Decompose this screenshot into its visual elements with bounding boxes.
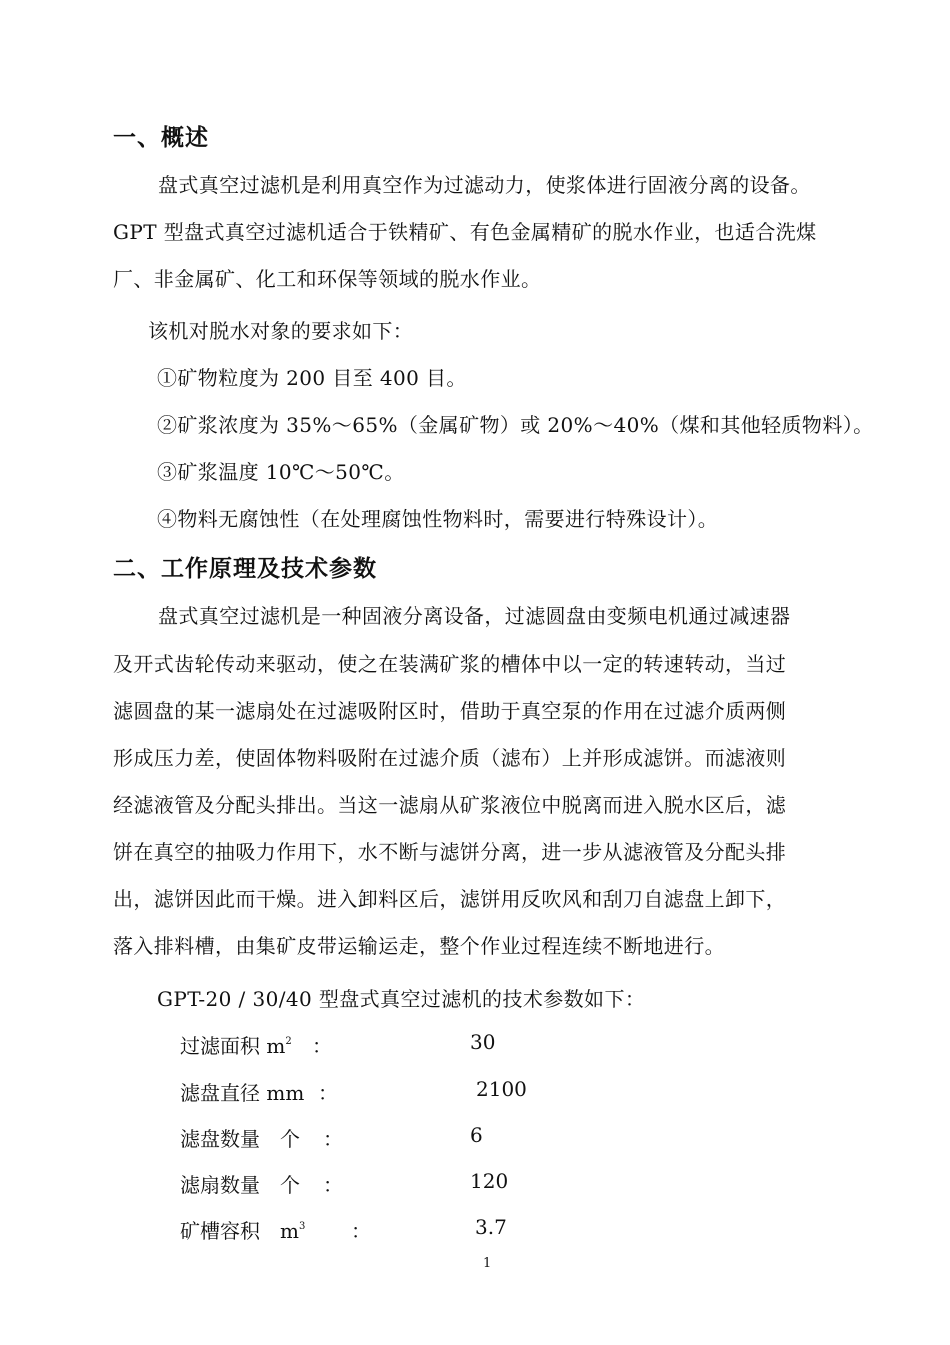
param-colon: ： xyxy=(312,1034,332,1058)
param-value: 120 xyxy=(470,1169,509,1193)
paragraph-line: 盘式真空过滤机是一种固液分离设备，过滤圆盘由变频电机通过减速器 xyxy=(158,604,791,628)
param-colon: ： xyxy=(351,1219,371,1243)
param-colon: ： xyxy=(323,1173,343,1197)
param-label: 滤盘直径 mm xyxy=(180,1081,305,1105)
param-label: 过滤面积 $m^2$ xyxy=(180,1034,292,1058)
section-heading-principle: 二、工作原理及技术参数 xyxy=(113,556,377,582)
paragraph-line: 及开式齿轮传动来驱动，使之在装满矿浆的槽体中以一定的转速转动，当过 xyxy=(113,652,787,676)
param-colon: ： xyxy=(323,1127,343,1151)
requirement-item: ②矿浆浓度为 35%～65%（金属矿物）或 20%～40%（煤和其他轻质物料）。 xyxy=(157,413,874,437)
paragraph-line: 落入排料槽，由集矿皮带运输运走，整个作业过程连续不断地进行。 xyxy=(113,934,725,958)
requirement-item: ①矿物粒度为 200 目至 400 目。 xyxy=(157,366,467,390)
paragraph-line: 滤圆盘的某一滤扇处在过滤吸附区时，借助于真空泵的作用在过滤介质两侧 xyxy=(113,699,787,723)
param-value: 30 xyxy=(470,1030,496,1054)
paragraph-line: GPT 型盘式真空过滤机适合于铁精矿、有色金属精矿的脱水作业，也适合洗煤 xyxy=(113,220,817,244)
paragraph-line: 经滤液管及分配头排出。当这一滤扇从矿浆液位中脱离而进入脱水区后，滤 xyxy=(113,793,787,817)
paragraph-line: 盘式真空过滤机是利用真空作为过滤动力，使浆体进行固液分离的设备。 xyxy=(158,173,811,197)
requirement-item: ③矿浆温度 10℃～50℃。 xyxy=(157,460,405,484)
param-colon: ： xyxy=(318,1081,338,1105)
requirement-item: ④物料无腐蚀性（在处理腐蚀性物料时，需要进行特殊设计）。 xyxy=(157,507,719,531)
params-intro: GPT-20 / 30/40 型盘式真空过滤机的技术参数如下： xyxy=(157,987,646,1011)
paragraph-line: 厂、非金属矿、化工和环保等领域的脱水作业。 xyxy=(113,267,542,291)
param-label: 滤盘数量 个 xyxy=(180,1127,300,1151)
page-number: 1 xyxy=(483,1256,492,1271)
param-value: 6 xyxy=(470,1123,483,1147)
paragraph-line: 出，滤饼因此而干燥。进入卸料区后，滤饼用反吹风和刮刀自滤盘上卸下， xyxy=(113,887,787,911)
paragraph-line: 形成压力差，使固体物料吸附在过滤介质（滤布）上并形成滤饼。而滤液则 xyxy=(113,746,787,770)
param-value: 2100 xyxy=(476,1077,527,1101)
param-value: 3.7 xyxy=(475,1215,507,1239)
section-heading-overview: 一、概述 xyxy=(113,125,209,151)
paragraph-line: 饼在真空的抽吸力作用下，水不断与滤饼分离，进一步从滤液管及分配头排 xyxy=(113,840,787,864)
requirements-intro: 该机对脱水对象的要求如下： xyxy=(148,319,414,343)
param-label: 滤扇数量 个 xyxy=(180,1173,300,1197)
param-label: 矿槽容积 $m^3$ xyxy=(180,1219,306,1243)
